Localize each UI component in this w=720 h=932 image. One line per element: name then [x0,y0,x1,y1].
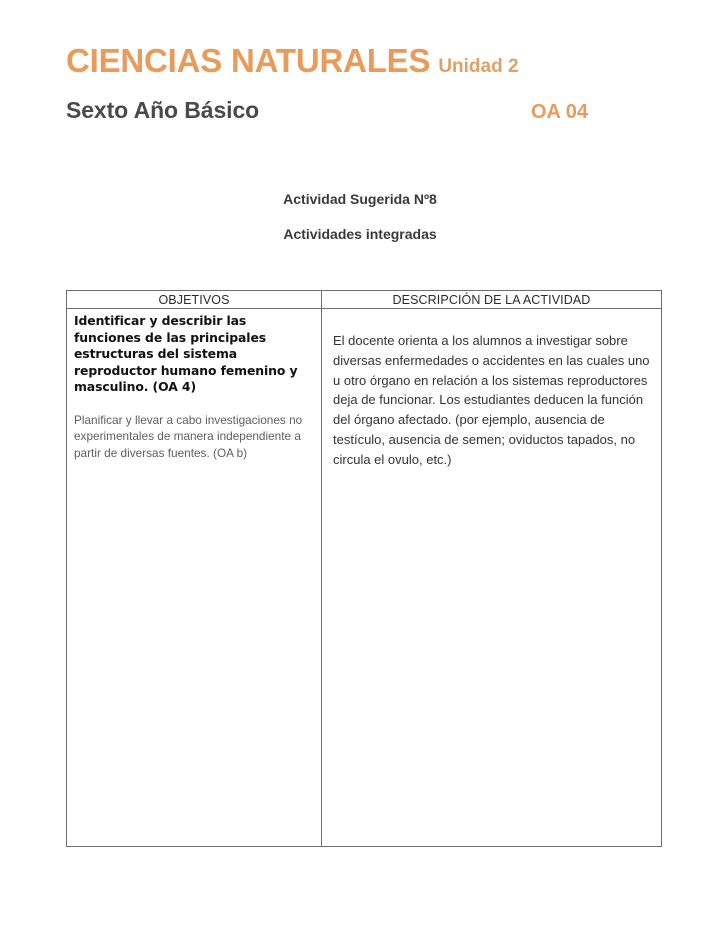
table-cell-objetivos [67,309,322,846]
subject-title: CIENCIAS NATURALES [66,42,431,79]
grade-title: Sexto Año Básico [66,97,260,123]
activity-number-heading: Actividad Sugerida Nº8 [283,191,437,207]
objetivo-habilidad-text: Planificar y llevar a cabo investigaciones no experimentales de manera independiente a partir de diversas fuentes. (OA b) [74,412,303,460]
table-row [67,309,661,846]
table-header-row [67,291,661,309]
table-cell-descripcion [322,309,661,846]
unit-label: Unidad 2 [438,56,519,77]
table-header-objetivos: OBJETIVOS [67,291,322,308]
table-header-descripcion: DESCRIPCIÓN DE LA ACTIVIDAD [392,292,591,307]
document-masthead [66,42,662,80]
oa-code: OA 04 [530,101,588,123]
activity-type-heading: Actividades integradas [283,226,437,242]
activity-table [66,290,662,847]
descripcion-actividad-text: El docente orienta a los alumnos a investigar sobre diversas enfermedades o accidentes en las cuales uno u otro órgano en relación a los sistemas reproductores deja de funcionar. Los estudiantes deducen la función del órgano afectado. (por ejemplo, ausencia de testículo, ausencia de semen; oviductos tapados, no circula el ovulo, etc.) [333,333,650,467]
grade-line [66,97,588,124]
objetivo-principal-text: Identificar y describir las funciones de las principales estructuras del sistema reproductor humano femenino y masculino. (OA 4) [74,313,298,394]
